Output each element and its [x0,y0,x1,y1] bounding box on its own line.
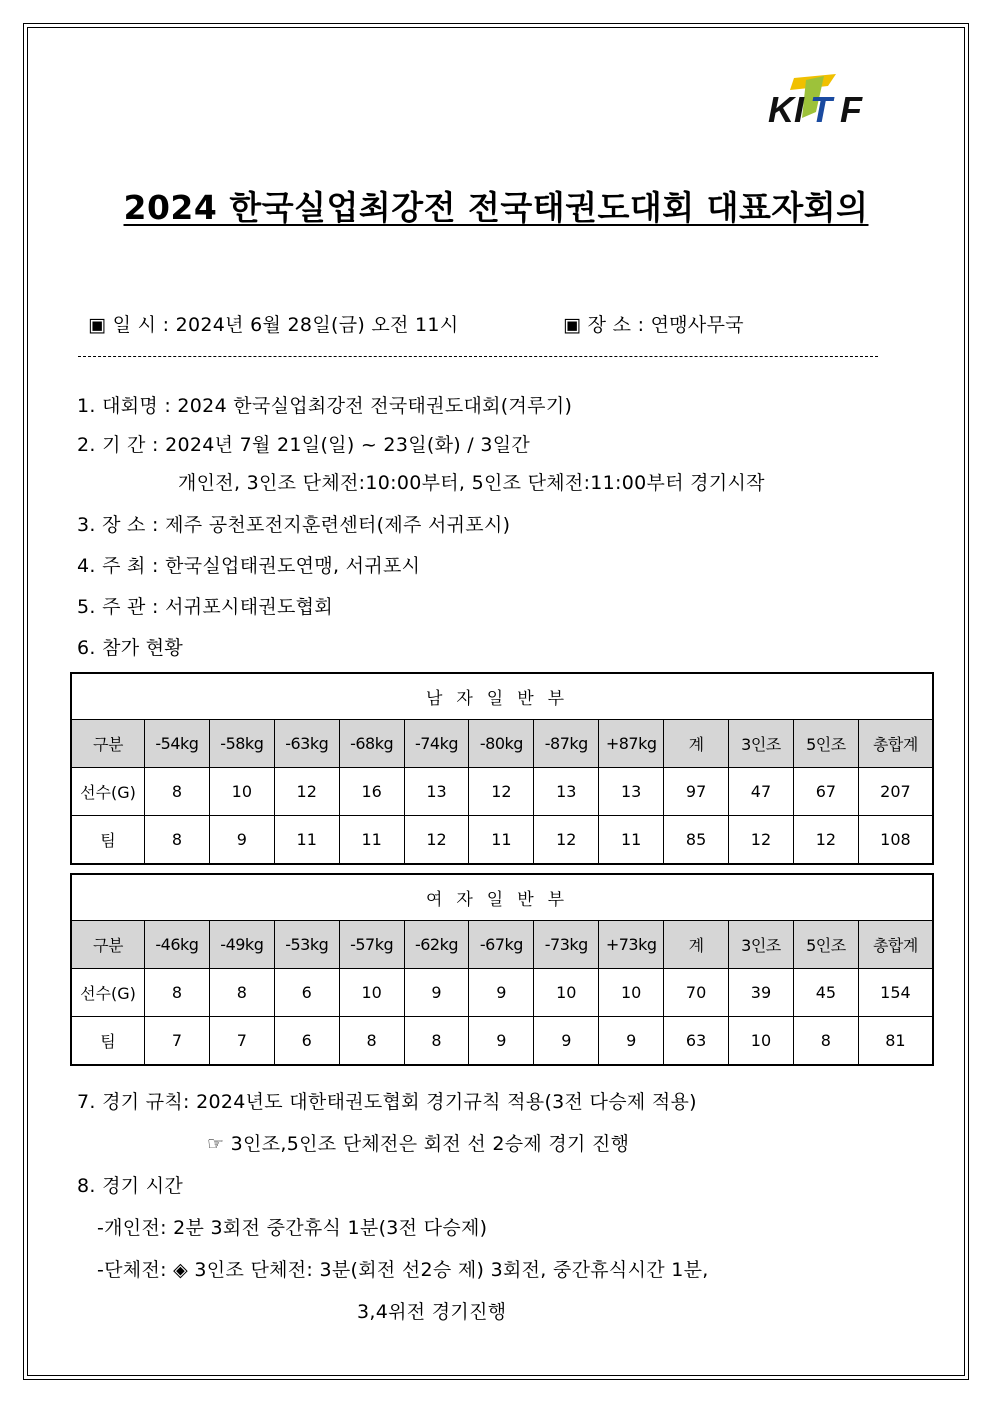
item-8-individual: -개인전: 2분 3회전 중간휴식 1분(3전 다승제) [97,1217,488,1239]
women-header-cell: -62kg [404,921,469,969]
women-value-cell: 45 [793,969,858,1017]
men-value-cell: 12 [793,816,858,864]
women-value-cell: 10 [534,969,599,1017]
men-value-cell: 108 [858,816,932,864]
men-value-cell: 12 [534,816,599,864]
men-value-cell: 10 [209,768,274,816]
men-value-cell: 47 [729,768,794,816]
item-7-team-rule-note: ☞ 3인조,5인조 단체전은 회전 선 2승제 경기 진행 [207,1133,630,1155]
men-header-cell: -74kg [404,720,469,768]
women-header-cell: +73kg [599,921,664,969]
women-value-cell: 6 [274,969,339,1017]
svg-text:I: I [794,89,805,130]
men-value-cell: 13 [534,768,599,816]
men-value-cell: 11 [469,816,534,864]
women-value-cell: 10 [339,969,404,1017]
men-value-cell: 11 [274,816,339,864]
men-header-cell: -87kg [534,720,599,768]
women-value-cell: 81 [858,1017,932,1065]
women-value-cell: 9 [404,969,469,1017]
kitf-logo [766,72,884,130]
women-table-row [72,1017,933,1065]
men-value-cell: 12 [729,816,794,864]
item-8-team: -단체전: ◈ 3인조 단체전: 3분(회전 선2승 제) 3회전, 중간휴식시간 1분, [97,1259,709,1281]
men-value-cell: 12 [274,768,339,816]
women-header-cell: 3인조 [729,921,794,969]
women-value-cell: 9 [469,1017,534,1065]
men-header-cell: -68kg [339,720,404,768]
women-value-cell: 8 [793,1017,858,1065]
men-header-cell: -80kg [469,720,534,768]
men-header-cell: 3인조 [729,720,794,768]
meeting-date: ▣ 일 시 : 2024년 6월 28일(금) 오전 11시 [88,314,459,336]
women-value-cell: 6 [274,1017,339,1065]
svg-text:F: F [840,89,862,130]
men-value-cell: 11 [599,816,664,864]
men-header-cell: 5인조 [793,720,858,768]
women-table-row [72,969,933,1017]
women-value-cell: 39 [729,969,794,1017]
women-value-cell: 8 [209,969,274,1017]
women-value-cell: 8 [145,969,210,1017]
item-7-rules: 7. 경기 규칙: 2024년도 대한태권도협회 경기규칙 적용(3전 다승제 적용) [77,1091,697,1113]
women-value-cell: 7 [209,1017,274,1065]
item-8-third-place: 3,4위전 경기진행 [357,1301,507,1323]
men-value-cell: 11 [339,816,404,864]
women-value-cell: 63 [664,1017,729,1065]
women-value-cell: 9 [599,1017,664,1065]
men-header-cell: -58kg [209,720,274,768]
men-value-cell: 9 [209,816,274,864]
women-value-cell: 10 [599,969,664,1017]
men-table-row [72,768,933,816]
women-value-cell: 8 [404,1017,469,1065]
men-value-cell: 12 [404,816,469,864]
women-value-cell: 9 [534,1017,599,1065]
men-value-cell: 8 [145,816,210,864]
men-value-cell: 12 [469,768,534,816]
women-header-cell: 계 [664,921,729,969]
men-header-cell: 계 [664,720,729,768]
men-value-cell: 16 [339,768,404,816]
item-2-period: 2. 기 간 : 2024년 7월 21일(일) ~ 23일(화) / 3일간 [77,434,531,456]
item-1-event-name: 1. 대회명 : 2024 한국실업최강전 전국태권도대회(겨루기) [77,395,573,417]
women-header-cell: 5인조 [793,921,858,969]
men-header-cell: -54kg [145,720,210,768]
women-participation-table [71,874,933,1065]
men-participation-table [71,673,933,864]
svg-text:K: K [768,89,794,130]
women-header-cell: -46kg [145,921,210,969]
men-header-cell: 총합계 [858,720,932,768]
men-value-cell: 67 [793,768,858,816]
item-6-participation: 6. 참가 현황 [77,637,184,659]
women-value-cell: 9 [469,969,534,1017]
women-value-cell: 70 [664,969,729,1017]
men-value-cell: 97 [664,768,729,816]
women-header-cell: -49kg [209,921,274,969]
men-header-cell: 구분 [72,720,145,768]
men-value-cell: 13 [599,768,664,816]
women-value-cell: 154 [858,969,932,1017]
women-header-cell: -73kg [534,921,599,969]
women-header-cell: -67kg [469,921,534,969]
women-header-cell: 구분 [72,921,145,969]
item-4-host: 4. 주 최 : 한국실업태권도연맹, 서귀포시 [77,555,421,577]
women-value-cell: 10 [729,1017,794,1065]
men-header-cell: -63kg [274,720,339,768]
document-title: 2024 한국실업최강전 전국태권도대회 대표자회의 [123,188,869,227]
women-value-cell: 7 [145,1017,210,1065]
svg-text:T: T [810,89,832,130]
women-header-cell: -57kg [339,921,404,969]
item-3-venue: 3. 장 소 : 제주 공천포전지훈련센터(제주 서귀포시) [77,514,511,536]
item-2-start-times: 개인전, 3인조 단체전:10:00부터, 5인조 단체전:11:00부터 경기시작 [178,472,765,494]
men-value-cell: 13 [404,768,469,816]
women-row-label: 선수(G) [72,969,145,1017]
women-section-title: 여자일반부 [72,875,933,921]
men-row-label: 팀 [72,816,145,864]
meeting-place: ▣ 장 소 : 연맹사무국 [563,314,744,336]
men-table-row [72,816,933,864]
men-section-title: 남자일반부 [72,674,933,720]
item-8-match-time: 8. 경기 시간 [77,1175,184,1197]
women-header-cell: -53kg [274,921,339,969]
men-value-cell: 8 [145,768,210,816]
item-5-organizer: 5. 주 관 : 서귀포시태권도협회 [77,596,333,618]
women-header-cell: 총합계 [858,921,932,969]
women-value-cell: 8 [339,1017,404,1065]
women-row-label: 팀 [72,1017,145,1065]
dashed-divider [78,356,878,357]
men-header-cell: +87kg [599,720,664,768]
men-value-cell: 207 [858,768,932,816]
men-value-cell: 85 [664,816,729,864]
men-row-label: 선수(G) [72,768,145,816]
